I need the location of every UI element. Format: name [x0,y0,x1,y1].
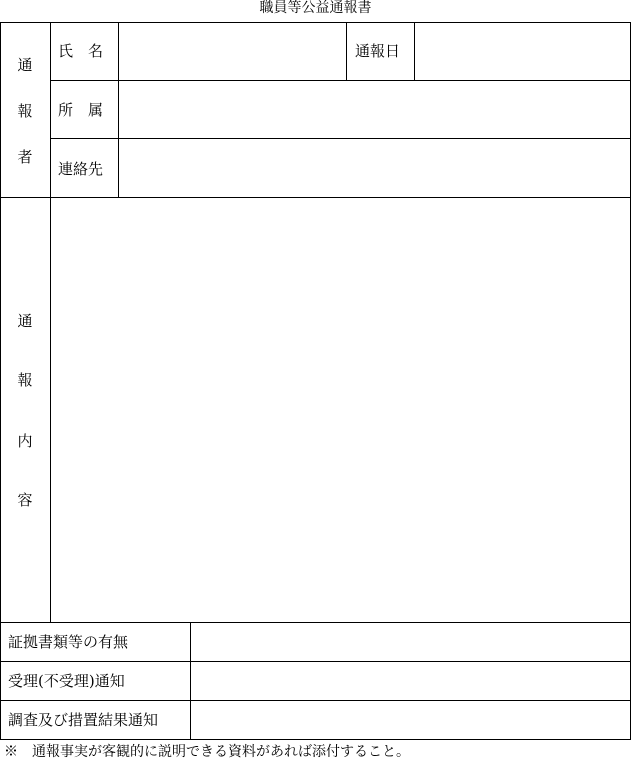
date-label: 通報日 [355,42,401,60]
divider [346,22,347,81]
content-label-char: 通 [17,312,33,330]
investigation-result-field[interactable] [196,704,626,736]
evidence-field[interactable] [196,626,626,658]
divider [0,700,630,701]
content-label-char: 容 [17,491,33,509]
form-title: 職員等公益通報書 [259,0,372,16]
content-label-char: 報 [17,371,33,389]
divider [190,622,191,739]
reporter-group-label-char: 者 [17,148,33,166]
divider [50,138,630,139]
divider [50,80,630,81]
reporter-group-label-char: 通 [17,56,33,74]
affiliation-field[interactable] [123,85,625,133]
divider [414,22,415,81]
divider [50,22,51,623]
name-field[interactable] [123,27,341,75]
content-label-char: 内 [17,432,33,450]
divider [0,661,630,662]
contact-field[interactable] [123,143,625,192]
report-content-field[interactable] [56,203,626,617]
footnote: ※ 通報事実が客観的に説明できる資料があれば添付すること。 [4,744,410,760]
divider [0,622,630,623]
affiliation-label: 所 属 [58,101,104,119]
acceptance-notice-label: 受理(不受理)通知 [8,672,125,690]
name-label: 氏 名 [58,42,104,60]
investigation-result-label: 調査及び措置結果通知 [8,711,159,729]
report-date-field[interactable] [419,27,625,75]
divider [118,22,119,198]
reporter-group-label-char: 報 [17,102,33,120]
evidence-label: 証拠書類等の有無 [8,633,129,651]
acceptance-notice-field[interactable] [196,665,626,697]
divider [0,197,630,198]
contact-label: 連絡先 [58,160,104,178]
